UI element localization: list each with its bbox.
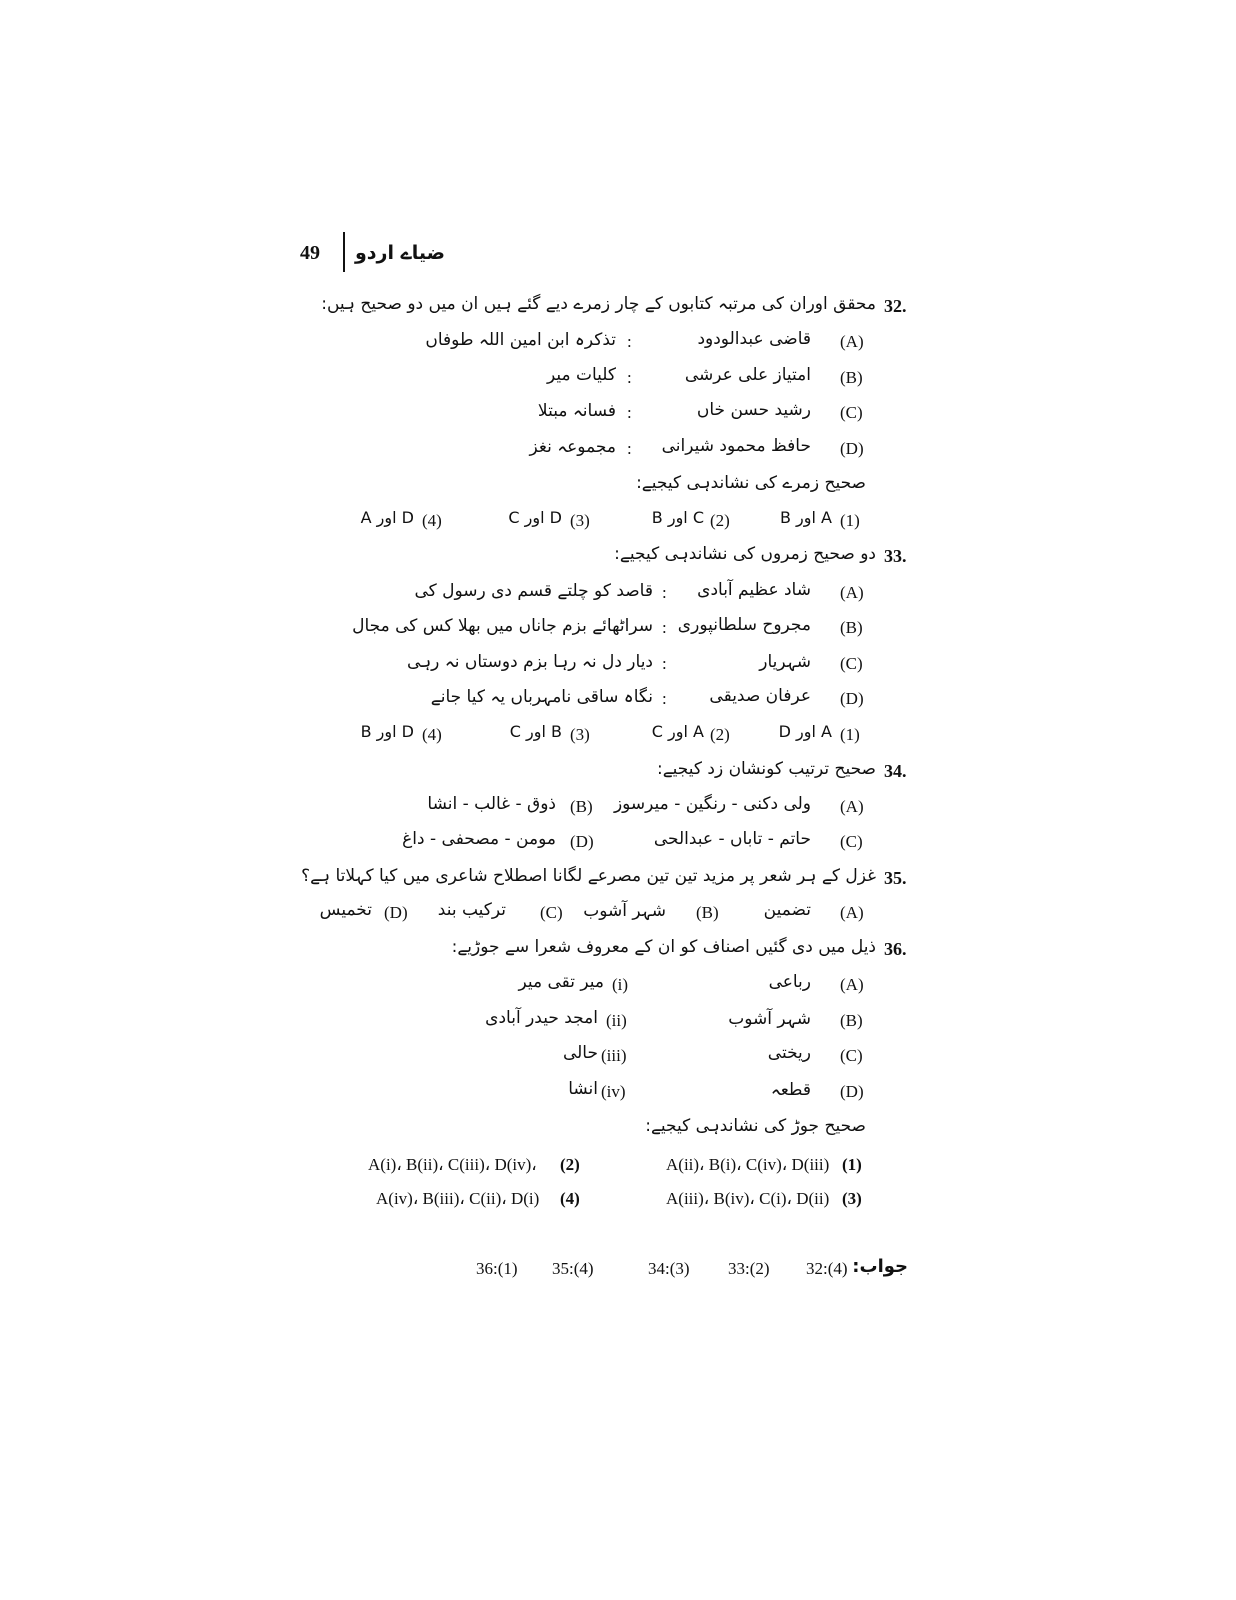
question-text: محقق اوران کی مرتبہ کتابوں کے چار زمرے دیے گئے ہیں ان میں دو صحیح ہیں:: [321, 294, 876, 314]
answer-item: 35:(4): [552, 1259, 594, 1278]
option-text: D اور A: [360, 508, 414, 527]
question-number: 32.: [884, 296, 907, 316]
option-text: A اور C: [651, 722, 704, 741]
option-text: مومن - مصحفی - داغ: [402, 829, 556, 849]
option-number: (4): [422, 725, 442, 744]
option-number: (3): [570, 725, 590, 744]
option-text: B اور C: [509, 722, 562, 741]
pair-right-label: (ii): [606, 1011, 627, 1030]
pair-right-label: (iii): [601, 1046, 627, 1065]
question-text: غزل کے ہر شعر پر مزید تین تین مصرعے لگانا اصطلاح شاعری میں کیا کہلاتا ہے؟: [301, 866, 876, 886]
pair-separator: :: [662, 654, 667, 673]
pair-left: حافظ محمود شیرانی: [661, 436, 811, 456]
option-text: ذوق - غالب - انشا: [427, 794, 556, 814]
pair-right-label: (i): [612, 975, 629, 994]
pair-left: ریختی: [767, 1043, 811, 1063]
pair-right: انشا: [568, 1079, 598, 1099]
option-number: (1): [840, 725, 860, 744]
option-number: (C): [840, 832, 863, 851]
option-text: ولی دکنی - رنگین - میرسوز: [613, 794, 811, 814]
pair-right: قاصد کو چلتے قسم دی رسول کی: [414, 581, 653, 601]
option-number: (1): [842, 1155, 862, 1174]
pair-label: (A): [840, 975, 864, 994]
answer-item: 32:(4): [806, 1259, 848, 1278]
pair-right-label: (iv): [601, 1082, 626, 1101]
pair-left: عرفان صدیقی: [709, 686, 811, 706]
question-number: 33.: [884, 546, 907, 566]
question-number: 35.: [884, 868, 907, 888]
pair-separator: :: [627, 368, 632, 387]
pair-label: (C): [840, 403, 863, 422]
pair-left: قاضی عبدالودود: [697, 329, 811, 349]
question-text: دو صحیح زمروں کی نشاندہی کیجیے:: [614, 544, 876, 564]
question-text: صحیح ترتیب کونشان زد کیجیے:: [656, 759, 876, 779]
option-text: A(iii)، B(iv)، C(i)، D(ii): [666, 1189, 830, 1208]
option-number: (A): [840, 903, 864, 922]
pair-separator: :: [662, 618, 667, 637]
answers-label: جواب:: [852, 1256, 908, 1277]
option-text: D اور C: [508, 508, 562, 527]
pair-separator: :: [662, 583, 667, 602]
pair-right: نگاہ ساقی نامہرباں یہ کیا جانے: [430, 687, 653, 707]
pair-right: میر تقی میر: [518, 972, 604, 992]
pair-right: دیار دل نہ رہا بزم دوستاں نہ رہی: [407, 652, 653, 672]
question-instruction: صحیح جوڑ کی نشاندہی کیجیے:: [645, 1116, 866, 1136]
option-number: (3): [842, 1189, 862, 1208]
pair-left: شاد عظیم آبادی: [697, 580, 811, 600]
pair-left: رشید حسن خاں: [696, 400, 811, 420]
option-text: تضمین: [763, 900, 811, 920]
option-number: (1): [840, 511, 860, 530]
option-number: (2): [710, 725, 730, 744]
pair-separator: :: [662, 689, 667, 708]
pair-right: مجموعہ نغز: [529, 437, 616, 457]
pair-label: (C): [840, 1046, 863, 1065]
question-number: 36.: [884, 939, 907, 959]
pair-right: امجد حیدر آبادی: [485, 1008, 598, 1028]
pair-right: فسانہ مبتلا: [537, 401, 616, 421]
answer-item: 34:(3): [648, 1259, 690, 1278]
option-text: C اور B: [651, 508, 704, 527]
question-instruction: صحیح زمرے کی نشاندہی کیجیے:: [636, 473, 866, 493]
pair-label: (A): [840, 332, 864, 351]
option-text: شہر آشوب: [583, 901, 666, 921]
option-text: A(i)، B(ii)، C(iii)، D(iv)،: [368, 1155, 537, 1174]
option-number: (A): [840, 797, 864, 816]
option-number: (D): [384, 903, 408, 922]
pair-separator: :: [627, 403, 632, 422]
pair-left: شہریار: [759, 652, 811, 672]
book-title: ضیاے اردو: [355, 242, 446, 264]
page-number: 49: [300, 242, 320, 264]
question-text: ذیل میں دی گئیں اصناف کو ان کے معروف شعرا سے جوڑیے:: [451, 937, 876, 957]
pair-separator: :: [627, 439, 632, 458]
option-number: (B): [570, 797, 593, 816]
pair-right: سراٹھائے بزم جاناں میں بھلا کس کی مجال: [352, 616, 653, 636]
option-number: (C): [540, 903, 563, 922]
pair-label: (B): [840, 618, 863, 637]
pair-left: شہر آشوب: [728, 1009, 811, 1029]
option-text: A(ii)، B(i)، C(iv)، D(iii): [666, 1155, 830, 1174]
pair-left: قطعہ: [770, 1080, 811, 1100]
answer-item: 36:(1): [476, 1259, 518, 1278]
option-text: ترکیب بند: [437, 900, 506, 920]
pair-label: (D): [840, 689, 864, 708]
pair-left: رباعی: [768, 972, 811, 992]
answer-item: 33:(2): [728, 1259, 770, 1278]
option-number: (2): [560, 1155, 580, 1174]
pair-right: کلیات میر: [546, 365, 616, 385]
pair-label: (D): [840, 439, 864, 458]
option-text: تخمیس: [319, 900, 372, 920]
pair-label: (A): [840, 583, 864, 602]
option-text: A اور D: [778, 722, 832, 741]
option-number: (4): [560, 1189, 580, 1208]
pair-label: (B): [840, 368, 863, 387]
question-number: 34.: [884, 761, 907, 781]
pair-label: (C): [840, 654, 863, 673]
header-divider: [343, 232, 345, 272]
pair-left: مجروح سلطانپوری: [677, 615, 811, 635]
option-text: A(iv)، B(iii)، C(ii)، D(i): [376, 1189, 540, 1208]
option-text: D اور B: [360, 722, 414, 741]
pair-label: (B): [840, 1011, 863, 1030]
pair-separator: :: [627, 332, 632, 351]
option-number: (2): [710, 511, 730, 530]
option-number: (4): [422, 511, 442, 530]
pair-label: (D): [840, 1082, 864, 1101]
pair-left: امتیاز علی عرشی: [684, 365, 811, 385]
option-number: (3): [570, 511, 590, 530]
option-text: A اور B: [779, 508, 832, 527]
pair-right: حالی: [562, 1043, 598, 1063]
option-number: (D): [570, 832, 594, 851]
pair-right: تذکرہ ابن امین اللہ طوفاں: [425, 330, 616, 350]
option-text: حاتم - تاباں - عبدالحی: [653, 829, 811, 849]
option-number: (B): [696, 903, 719, 922]
